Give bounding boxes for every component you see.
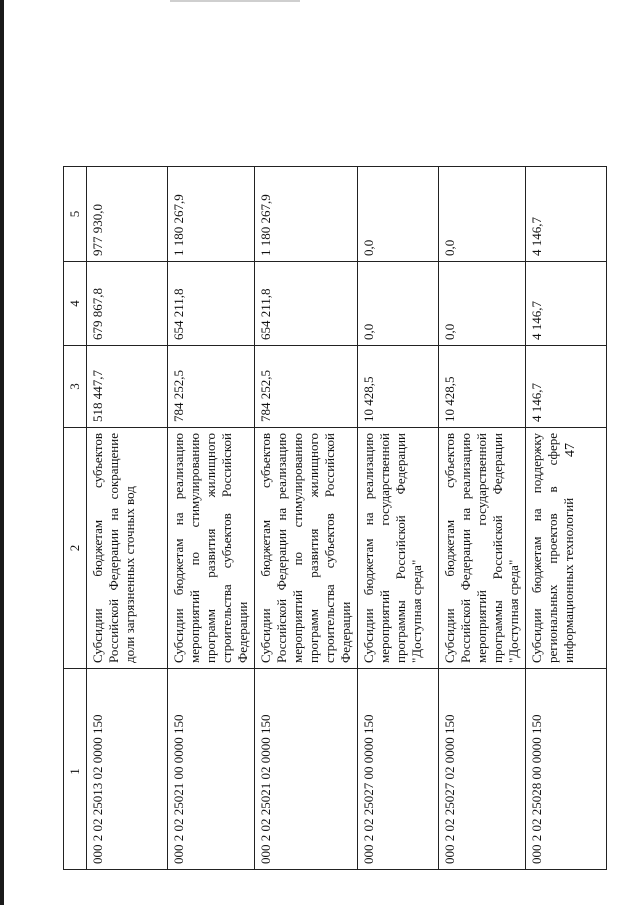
row-value-5: 0,0 [358,167,439,262]
header-col-5: 5 [64,167,87,262]
row-name: Субсидии бюджетам на реализацию мероприятий государственной программы Российской Федерации "Доступная среда" [358,428,439,669]
row-value-3: 10 428,5 [358,346,439,428]
row-value-3: 518 447,7 [87,346,168,428]
row-code: 000 2 02 25028 00 0000 150 [526,669,607,870]
row-code: 000 2 02 25027 02 0000 150 [439,669,526,870]
table-row [168,167,255,870]
row-name: Субсидии бюджетам субъектов Российской Федерации на реализацию мероприятий государственной программы Российской Федерации "Доступная среда" [439,428,526,669]
page-number: 47 [563,443,578,457]
row-value-3: 784 252,5 [168,346,255,428]
row-value-5: 4 146,7 [526,167,607,262]
row-value-3: 784 252,5 [255,346,358,428]
row-code: 000 2 02 25021 00 0000 150 [168,669,255,870]
header-col-4: 4 [64,262,87,346]
row-code: 000 2 02 25021 02 0000 150 [255,669,358,870]
header-col-2: 2 [64,428,87,669]
budget-table [63,166,607,870]
table-header-row [64,167,87,870]
row-value-4: 0,0 [358,262,439,346]
row-name: Субсидии бюджетам субъектов Российской Федерации на реализацию мероприятий по стимулированию программ развития жилищного строительства субъектов Российской Федерации [255,428,358,669]
table-row [439,167,526,870]
row-name: Субсидии бюджетам субъектов Российской Федерации на сокращение доли загрязненных сточных вод [87,428,168,669]
row-value-4: 654 211,8 [255,262,358,346]
table-row [255,167,358,870]
row-value-3: 10 428,5 [439,346,526,428]
row-value-5: 1 180 267,9 [255,167,358,262]
table-row [526,167,607,870]
header-col-1: 1 [64,669,87,870]
row-value-5: 0,0 [439,167,526,262]
row-value-4: 679 867,8 [87,262,168,346]
row-value-4: 4 146,7 [526,262,607,346]
row-value-5: 977 930,0 [87,167,168,262]
row-code: 000 2 02 25027 00 0000 150 [358,669,439,870]
row-value-5: 1 180 267,9 [168,167,255,262]
row-value-4: 654 211,8 [168,262,255,346]
table-row [87,167,168,870]
row-name: Субсидии бюджетам на поддержку региональных проектов в сфере информационных технологий [526,428,607,669]
row-name: Субсидии бюджетам на реализацию мероприятий по стимулированию программ развития жилищного строительства субъектов Российской Федерации [168,428,255,669]
row-code: 000 2 02 25013 02 0000 150 [87,669,168,870]
row-value-4: 0,0 [439,262,526,346]
table-row [358,167,439,870]
row-value-3: 4 146,7 [526,346,607,428]
header-col-3: 3 [64,346,87,428]
